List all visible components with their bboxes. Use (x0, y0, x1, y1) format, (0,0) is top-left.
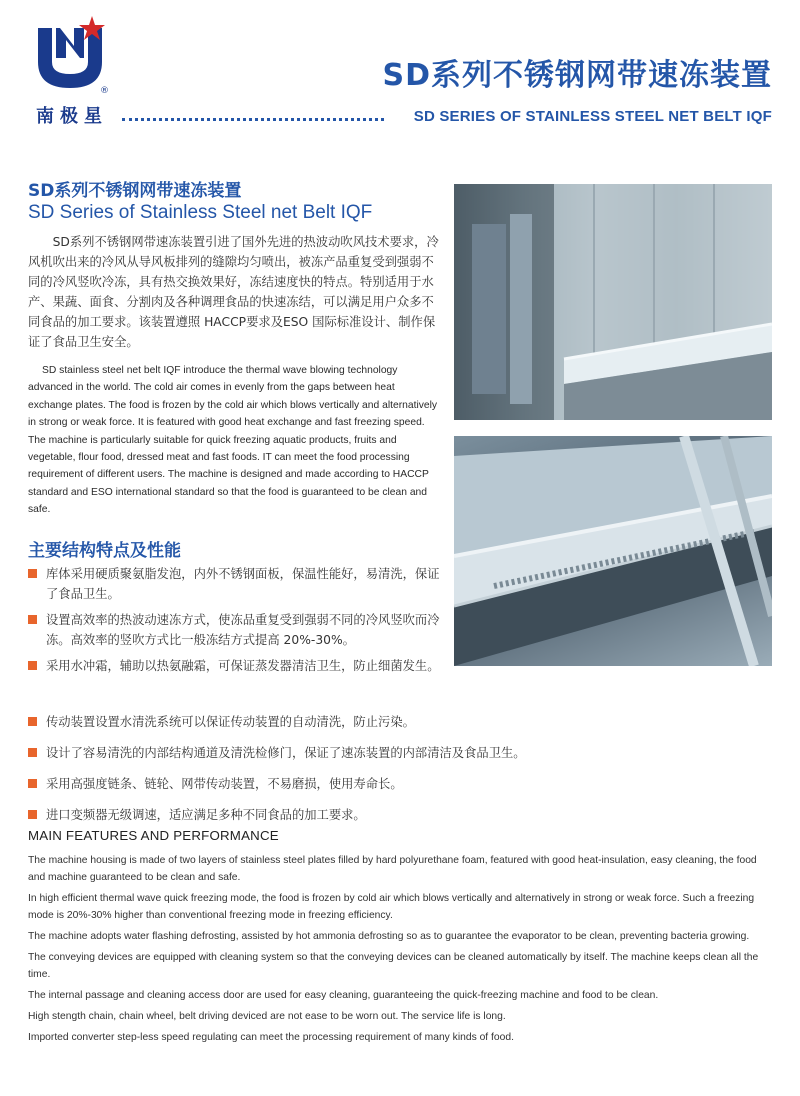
feature-item-en: In high efficient thermal wave quick freezing mode, the food is frozen by cold air which blows vertically and alternatively in strong or weak force. Such a freezing mode is 20%-30% higher than conventional freezing mode in freezing efficiency. (28, 893, 755, 921)
feature-text: 采用水冲霜，辅助以热氨融霜，可保证蒸发器清洁卫生，防止细菌发生。 (46, 659, 440, 673)
feature-text: 进口变频器无级调速，适应满足多种不同食品的加工要求。 (46, 808, 366, 822)
feature-item-en: The conveying devices are equipped with cleaning system so that the conveying devices can be cleaned automatically by itself. The machine keeps clean all the time. (28, 952, 759, 980)
bullet-square-icon (28, 810, 37, 819)
intro-paragraph-en: SD stainless steel net belt IQF introduce the thermal wave blowing technology advanced in the world. The cold air comes in evenly from the gaps between heat exchange plates. The food is frozen by the cold air which blows vertically and alternatively in strong or weak force. It is featured with good heat exchange and fast freezing speed. The machine is particularly suitable for quick freezing aquatic products, fruits and vegetable, flour food, dressed meat and fast foods. IT can meet the food processing requirement of different users. The machine is designed and made according to HACCP standard and ESO international standard so that the food is guaranteed to be clean and safe. (28, 365, 438, 516)
feature-text: 设计了容易清洗的内部结构通道及清洗检修门，保证了速冻装置的内部清洁及食品卫生。 (46, 746, 526, 760)
conveyor-belt-interior-photo (454, 436, 772, 666)
brand-name: 南极星 (36, 106, 108, 127)
features-list-cn (28, 564, 448, 676)
features-list-en (28, 852, 776, 1050)
bullet-square-icon (28, 569, 37, 578)
feature-item (28, 805, 768, 825)
feature-text: 库体采用硬质聚氨脂发泡，内外不锈钢面板，保温性能好，易清洗，保证了食品卫生。 (46, 567, 440, 601)
header-dotted-divider (122, 118, 384, 121)
features-title-en: MAIN FEATURES AND PERFORMANCE (28, 828, 279, 843)
brand-logo (30, 14, 110, 94)
intro-paragraph-cn: SD系列不锈钢网带速冻装置引进了国外先进的热波动吹风技术要求，冷风机吹出来的冷风从导风板排列的缝隙均匀喷出，被冻产品重复受到强弱不同的冷风竖吹冷冻，具有热交换效果好，冻结速度快的特点。特别适用于水产、果蔬、面食、分割肉及各种调理食品的快速冻结，可以满足用户众多不同食品的加工要求。该装置遵照 HACCP要求及ESO 国际标准设计、制作保证了食品卫生安全。 (28, 235, 439, 349)
feature-text: 设置高效率的热波动速冻方式，使冻品重复受到强弱不同的冷风竖吹而冷冻。高效率的竖吹方式比一般冻结方式提高 20%-30%。 (46, 613, 440, 647)
feature-item (28, 712, 768, 732)
section-title-en: SD Series of Stainless Steel net Belt IQF (28, 202, 373, 223)
feature-text: 传动装置设置水清洗系统可以保证传动装置的自动清洗，防止污染。 (46, 715, 415, 729)
bullet-square-icon (28, 661, 37, 670)
features-title-cn: 主要结构特点及性能 (28, 541, 181, 561)
section-title-cn: SD系列不锈钢网带速冻装置 (28, 181, 242, 201)
features-list-cn-wide (28, 712, 768, 836)
feature-item (28, 774, 768, 794)
feature-item-en: The machine adopts water flashing defrosting, assisted by hot ammonia defrosting so as to guarantee the evaporator to be clean, preventing bacteria growing. (28, 931, 750, 942)
feature-item-en: Imported converter step-less speed regulating can meet the processing requirement of many kinds of food. (28, 1032, 514, 1043)
feature-item (28, 656, 448, 676)
bullet-square-icon (28, 615, 37, 624)
bullet-square-icon (28, 717, 37, 726)
header-title-en: SD SERIES OF STAINLESS STEEL NET BELT IQF (413, 108, 772, 125)
freezer-exterior-photo (454, 184, 772, 420)
feature-item (28, 743, 768, 763)
feature-item (28, 610, 448, 650)
bullet-square-icon (28, 779, 37, 788)
feature-item-en: High stength chain, chain wheel, belt driving deviced are not ease to be worn out. The service life is long. (28, 1011, 506, 1022)
feature-item-en: The machine housing is made of two layers of stainless steel plates filled by hard polyurethane foam, featured with good heat-insulation, easy cleaning, the food and machine guaranteed to be clean and safe. (28, 855, 757, 883)
feature-item (28, 564, 448, 604)
feature-text: 采用高强度链条、链轮、网带传动装置，不易磨损，使用寿命长。 (46, 777, 403, 791)
registered-mark: ® (100, 86, 109, 96)
feature-item-en: The internal passage and cleaning access door are used for easy cleaning, guaranteeing the quick-freezing machine and food to be clean. (28, 990, 659, 1001)
bullet-square-icon (28, 748, 37, 757)
header-title-cn: SD系列不锈钢网带速冻装置 (382, 58, 772, 93)
